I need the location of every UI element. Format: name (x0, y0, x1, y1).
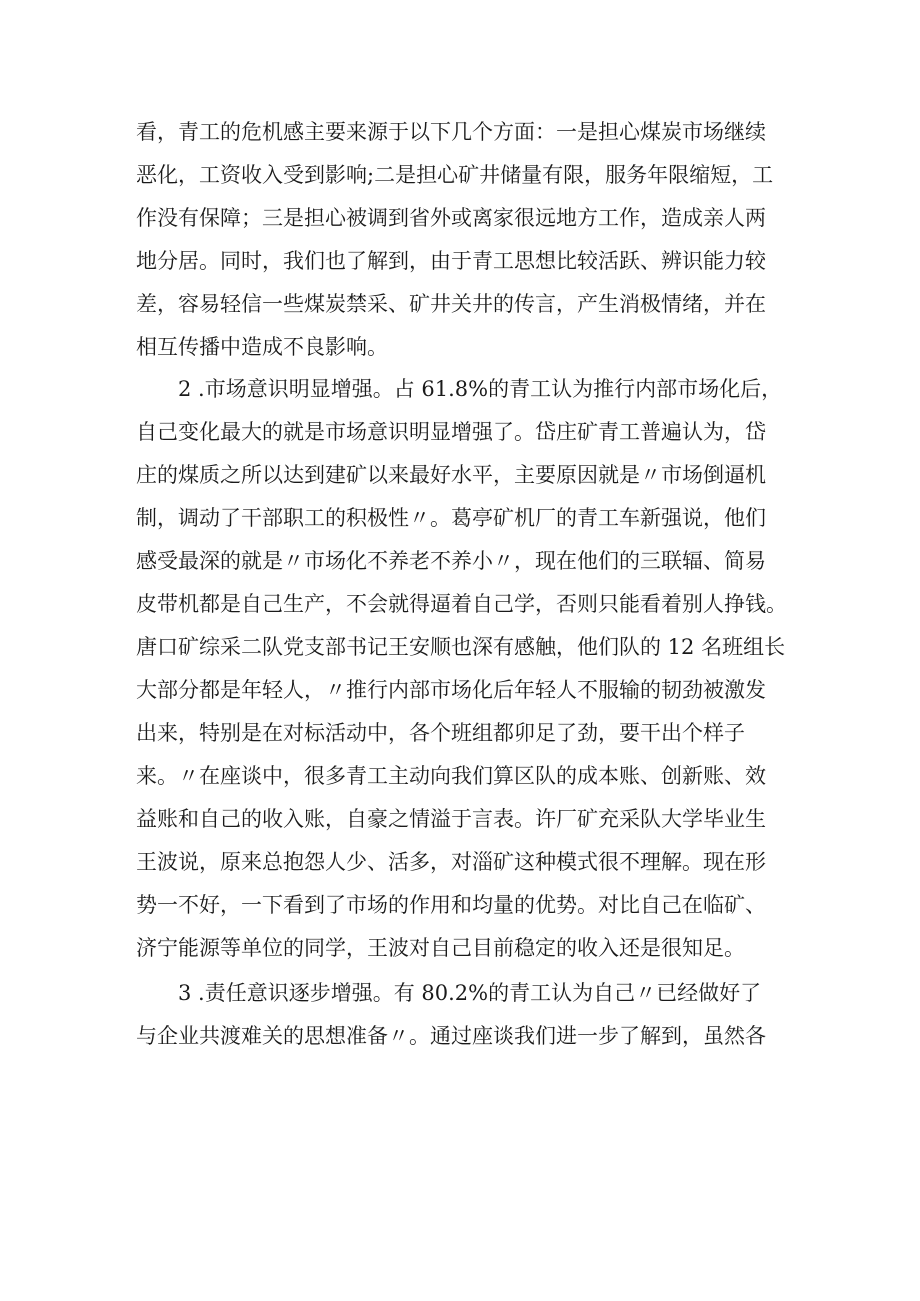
text-line: 感受最深的就是〃市场化不养老不养小〃，现在他们的三联辐、简易 (136, 549, 766, 573)
text-line: 制，调动了干部职工的积极性〃。葛亭矿机厂的青工车新强说，他们 (136, 506, 766, 530)
text-line: 王波说，原来总抱怨人少、活多，对淄矿这种模式很不理解。现在形 (136, 850, 766, 874)
paragraph-heading-line: 2 .市场意识明显增强。占 61.8%的青工认为推行内部市场化后， (178, 377, 783, 401)
text-line: 大部分都是年轻人，〃推行内部市场化后年轻人不服输的韧劲被激发 (136, 678, 766, 702)
paragraph-heading-line: 3 .责任意识逐步增强。有 80.2%的青工认为自己〃已经做好了 (178, 981, 762, 1005)
text-line: 出来，特别是在对标活动中，各个班组都卯足了劲，要干出个样子 (136, 721, 745, 745)
text-line: 来。〃在座谈中，很多青工主动向我们算区队的成本账、创新账、效 (136, 764, 766, 788)
text-line: 自己变化最大的就是市场意识明显增强了。岱庄矿青工普遍认为，岱 (136, 420, 766, 444)
text-line: 庄的煤质之所以达到建矿以来最好水平，主要原因就是〃市场倒逼机 (136, 463, 766, 487)
text-line: 恶化，工资收入受到影响;二是担心矿井储量有限，服务年限缩短，工 (136, 163, 774, 187)
text-line: 皮带机都是自己生产，不会就得逼着自己学，否则只能看着别人挣钱。 (136, 592, 787, 616)
text-line: 作没有保障；三是担心被调到省外或离家很远地方工作，造成亲人两 (136, 206, 766, 230)
text-line: 势一不好，一下看到了市场的作用和均量的优势。对比自己在临矿、 (136, 893, 766, 917)
text-line: 与企业共渡难关的思想准备〃。通过座谈我们进一步了解到，虽然各 (136, 1024, 766, 1048)
text-line: 济宁能源等单位的同学，王波对自己目前稳定的收入还是很知足。 (136, 936, 745, 960)
text-line: 差，容易轻信一些煤炭禁采、矿井关井的传言，产生消极情绪，并在 (136, 292, 766, 316)
text-line: 相互传播中造成不良影响。 (136, 335, 388, 359)
text-line: 地分居。同时，我们也了解到，由于青工思想比较活跃、辨识能力较 (136, 249, 766, 273)
text-line: 益账和自己的收入账，自豪之情溢于言表。许厂矿充采队大学毕业生 (136, 807, 766, 831)
text-line: 唐口矿综采二队党支部书记王安顺也深有感触，他们队的 12 名班组长 (136, 635, 786, 659)
text-line: 看，青工的危机感主要来源于以下几个方面：一是担心煤炭市场继续 (136, 120, 766, 144)
